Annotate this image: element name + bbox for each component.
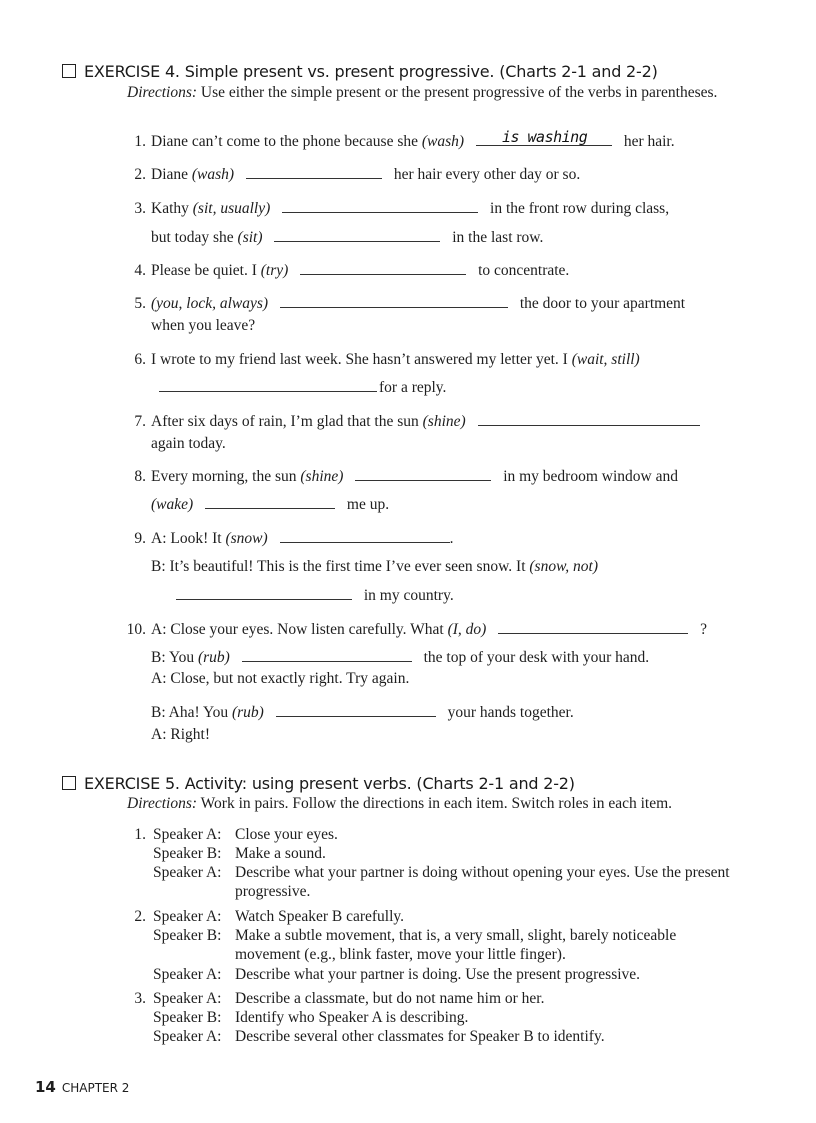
- item-number: 3.: [134, 990, 146, 1007]
- answer-blank[interactable]: [242, 648, 412, 662]
- exercise-item-6-continued: for a reply.: [151, 378, 446, 397]
- chapter-label: CHAPTER 2: [61, 1081, 130, 1095]
- speaker-label: Speaker A:: [153, 990, 222, 1007]
- speaker-label: Speaker B:: [153, 845, 222, 862]
- answer-blank[interactable]: [280, 529, 450, 543]
- answer-blank[interactable]: [246, 165, 382, 179]
- item-number: 9.: [134, 530, 146, 547]
- answer-blank[interactable]: [205, 495, 335, 509]
- exercise-item-1: Diane can’t come to the phone because she (wash) is washing her hair.: [151, 128, 675, 150]
- exercise-item-6: I wrote to my friend last week. She hasn’t answered my letter yet. I (wait, still): [151, 351, 640, 368]
- exercise-5-heading: EXERCISE 5. Activity: using present verbs. (Charts 2-1 and 2-2): [62, 774, 575, 793]
- speaker-instruction: Watch Speaker B carefully.: [235, 908, 405, 925]
- answer-blank[interactable]: [274, 228, 440, 242]
- checkbox-icon[interactable]: [62, 64, 76, 78]
- exercise-item-9-b-continued: in my country.: [168, 586, 454, 605]
- item-number: 10.: [126, 621, 146, 638]
- speaker-instruction: Make a subtle movement, that is, a very small, slight, barely noticeable movement (e.g., blink faster, move your little finger).: [235, 927, 677, 963]
- item-number: 5.: [134, 295, 146, 312]
- exercise-item-3: Kathy (sit, usually) in the front row during class,: [151, 200, 670, 217]
- speaker-label: Speaker A:: [153, 826, 222, 843]
- item-number: 3.: [134, 200, 146, 217]
- exercise-item-10-c: A: Close, but not exactly right. Try again.: [151, 670, 410, 687]
- speaker-instruction: Identify who Speaker A is describing.: [235, 1009, 469, 1026]
- exercise-item-4: Please be quiet. I (try) to concentrate.: [151, 262, 570, 279]
- speaker-instruction: Describe what your partner is doing without opening your eyes. Use the present progressive.: [235, 864, 730, 900]
- page-number: 14: [35, 1078, 56, 1096]
- speaker-label: Speaker B:: [153, 1009, 222, 1026]
- exercise-item-7-continued: again today.: [151, 435, 226, 452]
- exercise-4-heading: EXERCISE 4. Simple present vs. present progressive. (Charts 2-1 and 2-2): [62, 62, 658, 81]
- exercise-item-5: (you, lock, always) the door to your apartment: [151, 295, 686, 312]
- answer-blank[interactable]: [355, 467, 491, 481]
- speaker-label: Speaker A:: [153, 966, 222, 983]
- exercise-5-directions: Directions: Work in pairs. Follow the directions in each item. Switch roles in each item.: [127, 795, 673, 812]
- speaker-label: Speaker B:: [153, 927, 222, 944]
- speaker-instruction: Close your eyes.: [235, 826, 338, 843]
- item-number: 4.: [134, 262, 146, 279]
- answer-blank[interactable]: [300, 261, 466, 275]
- item-number: 2.: [134, 166, 146, 183]
- exercise-item-3-continued: but today she (sit) in the last row.: [151, 229, 544, 246]
- exercise-item-5-continued: when you leave?: [151, 317, 256, 334]
- answer-blank[interactable]: [498, 620, 688, 634]
- answer-blank[interactable]: [280, 294, 508, 308]
- answer-blank[interactable]: [478, 412, 700, 426]
- page-footer: [35, 1078, 129, 1096]
- exercise-item-10-e: A: Right!: [151, 726, 210, 743]
- exercise-item-7: After six days of rain, I’m glad that the sun (shine): [151, 412, 708, 431]
- item-number: 6.: [134, 351, 146, 368]
- exercise-item-10-d: B: Aha! You (rub) your hands together.: [151, 704, 574, 721]
- answer-blank[interactable]: [159, 378, 377, 392]
- speaker-instruction: Make a sound.: [235, 845, 326, 862]
- handwritten-answer: is washing: [501, 128, 588, 146]
- item-number: 8.: [134, 468, 146, 485]
- speaker-instruction: Describe what your partner is doing. Use the present progressive.: [235, 966, 641, 983]
- exercise-item-2: Diane (wash) her hair every other day or so.: [151, 166, 581, 183]
- answer-blank[interactable]: [282, 199, 478, 213]
- item-number: 1.: [134, 826, 146, 843]
- exercise-item-8: Every morning, the sun (shine) in my bedroom window and: [151, 468, 678, 485]
- speaker-instruction: Describe a classmate, but do not name him or her.: [235, 990, 545, 1007]
- speaker-label: Speaker A:: [153, 864, 222, 881]
- exercise-item-10-b: B: You (rub) the top of your desk with your hand.: [151, 649, 650, 666]
- item-number: 2.: [134, 908, 146, 925]
- item-number: 7.: [134, 413, 146, 430]
- exercise-item-8-continued: (wake) me up.: [151, 496, 390, 513]
- speaker-instruction: Describe several other classmates for Speaker B to identify.: [235, 1028, 605, 1045]
- answer-blank[interactable]: [276, 703, 436, 717]
- checkbox-icon[interactable]: [62, 776, 76, 790]
- item-number: 1.: [134, 133, 146, 150]
- exercise-4-directions: Directions: Use either the simple present or the present progressive of the verbs in parentheses.: [127, 84, 718, 101]
- exercise-item-9-b: B: It’s beautiful! This is the first time I’ve ever seen snow. It (snow, not): [151, 558, 598, 575]
- speaker-label: Speaker A:: [153, 1028, 222, 1045]
- speaker-label: Speaker A:: [153, 908, 222, 925]
- exercise-item-9: A: Look! It (snow) .: [151, 530, 454, 547]
- answer-blank[interactable]: [476, 128, 612, 146]
- answer-blank[interactable]: [176, 586, 352, 600]
- exercise-item-10: A: Close your eyes. Now listen carefully. What (I, do) ?: [151, 621, 707, 638]
